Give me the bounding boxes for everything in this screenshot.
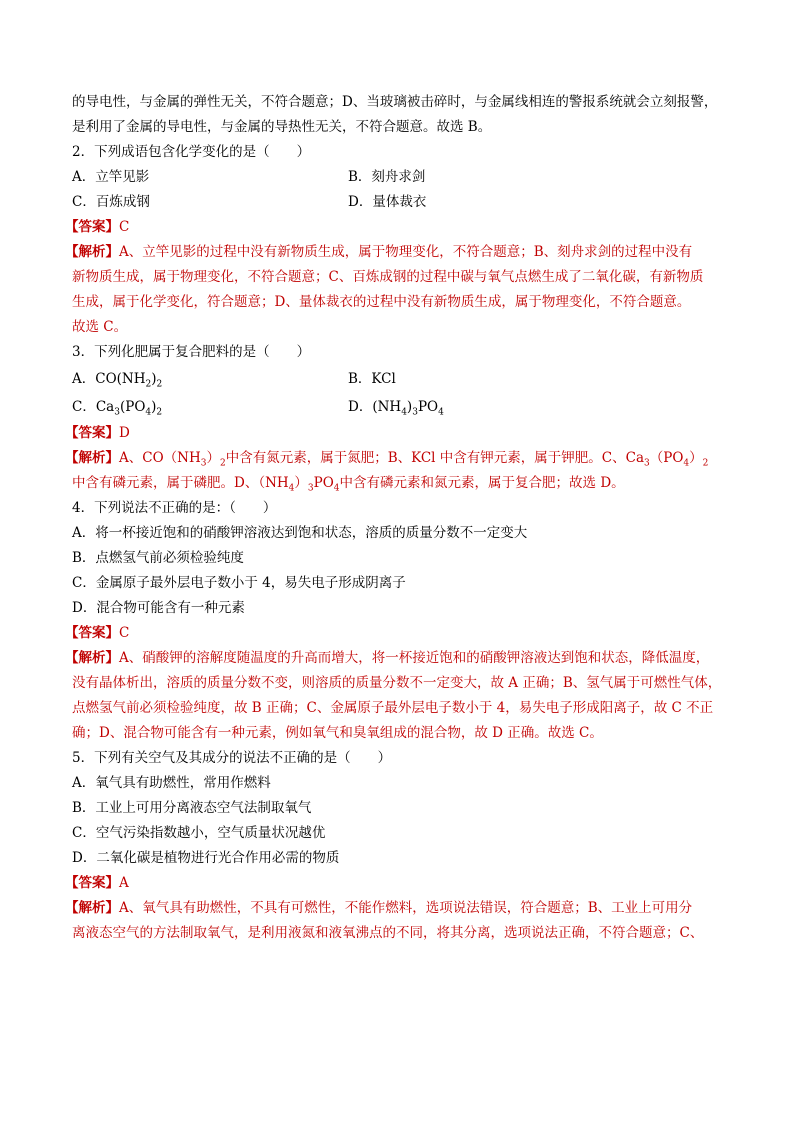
q3-option-d-prefix: D．: [348, 399, 373, 415]
q4-analysis-line-2: 没有晶体析出，溶质的质量分数不变，则溶质的质量分数不一定变大，故 A 正确；B、氢气属于可燃性气体，: [72, 675, 722, 691]
q3-option-c-formula-end: ): [151, 399, 157, 415]
q5-answer: [65, 871, 734, 896]
q2-answer-label: 【答案】: [65, 219, 119, 235]
q2-analysis-line-2: 新物质生成，属于物理变化，不符合题意；C、百炼成钢的过程中碳与氧气点燃生成了二氧化碳，有新物质: [72, 269, 704, 285]
q3-option-a-sub1: 2: [145, 379, 152, 390]
q3-analysis-2-t3: PO: [313, 475, 334, 491]
q4-answer-value: C: [119, 625, 130, 641]
q3-analysis-1-s1: 3: [200, 458, 207, 469]
q3-option-d-formula: (NH: [372, 399, 402, 415]
q4-analysis-line-4: 确；D、混合物可能含有一种元素，例如氧气和臭氧组成的混合物，故 D 正确。故选 C。: [72, 725, 603, 741]
intro-line-2: 是利用了金属的导电性，与金属的导热性无关，不符合题意。故选 B。: [72, 119, 492, 135]
q3-option-c-sub3: 2: [156, 407, 163, 418]
q5-analysis-line-1: [65, 896, 734, 921]
q2-option-d: D．量体裁衣: [348, 194, 427, 210]
q3-analysis-2-s3: 4: [333, 483, 340, 494]
q3-answer-label: 【答案】: [65, 425, 119, 441]
q2-option-b: B．刻舟求剑: [348, 169, 426, 185]
q5-analysis-label: 【解析】: [65, 900, 119, 916]
q4-analysis-line-1: [65, 646, 734, 671]
q4-analysis-text-1: A、硝酸钾的溶解度随温度的升高而增大，将一杯接近饱和的硝酸钾溶液达到饱和状态，降低温度，: [119, 650, 710, 666]
q3-analysis-1-t4: （PO: [649, 450, 684, 466]
q3-analysis-line-1: [65, 446, 734, 471]
q4-option-d: D．混合物可能含有一种元素: [72, 600, 245, 616]
q5-option-c: C．空气污染指数越小，空气质量状况越优: [72, 825, 326, 841]
q3-analysis-2-s1: 4: [288, 483, 295, 494]
q4-answer-label: 【答案】: [65, 625, 119, 641]
q3-analysis-1-s3: 3: [644, 458, 650, 469]
q4-analysis-label: 【解析】: [65, 650, 119, 666]
q3-option-d: [348, 393, 624, 421]
q3-answer: [65, 421, 734, 446]
q5-answer-label: 【答案】: [65, 875, 119, 891]
q2-answer: [65, 215, 734, 240]
q2-analysis-line-3: 生成，属于化学变化，符合题意；D、量体裁衣的过程中没有新物质生成，属于物理变化，不符合题意。: [72, 294, 691, 310]
q2-options-row-1: [72, 165, 734, 190]
q3-option-c-sub2: 4: [145, 407, 152, 418]
q3-option-a-sub2: 2: [156, 379, 163, 390]
q3-option-b: B．KCl: [348, 371, 396, 387]
q3-option-c: [72, 393, 348, 421]
q3-analysis-1-t1: A、CO（NH: [119, 450, 201, 466]
q3-analysis-line-2: [72, 471, 734, 496]
q4-option-c: C．金属原子最外层电子数小于 4，易失电子形成阴离子: [72, 575, 406, 591]
q3-option-a: [72, 365, 348, 393]
q3-option-a-prefix: A．: [72, 371, 96, 387]
q2-option-c: C．百炼成钢: [72, 194, 150, 210]
q4-answer: [65, 621, 734, 646]
q5-stem: 5．下列有关空气及其成分的说法不正确的是（ ）: [72, 750, 392, 766]
q5-analysis-line-2: 离液态空气的方法制取氧气，是利用液氮和液氧沸点的不同，将其分离，选项说法正确，不符合题意；C、: [72, 925, 704, 941]
q3-option-d-sub1: 4: [401, 407, 407, 418]
q3-analysis-1-s2: 2: [219, 458, 226, 469]
q2-analysis-line-4: 故选 C。: [72, 319, 128, 335]
q3-option-c-sub1: 3: [114, 407, 120, 418]
q3-option-d-sub3: 4: [438, 407, 444, 418]
q3-analysis-2-s2: 3: [307, 483, 314, 494]
q3-option-c-prefix: C．: [72, 399, 96, 415]
q3-options-row-1: [72, 365, 734, 393]
q3-analysis-1-t5: ）: [689, 450, 703, 466]
q3-stem: 3．下列化肥属于复合肥料的是（ ）: [72, 344, 311, 360]
q5-option-d: D．二氧化碳是植物进行光合作用必需的物质: [72, 850, 340, 866]
q3-option-d-formula-end: PO: [417, 399, 439, 415]
q2-option-a: A．立竿见影: [72, 169, 150, 185]
q3-analysis-1-t2: ）: [206, 450, 220, 466]
q2-analysis-line-1: [65, 240, 734, 265]
q3-option-a-formula: CO(NH: [95, 371, 146, 387]
q3-analysis-2-t2: ）: [294, 475, 308, 491]
q3-analysis-1-s5: 2: [702, 458, 709, 469]
q3-option-c-formula: Ca: [95, 399, 115, 415]
q5-option-b: B．工业上可用分离液态空气法制取氧气: [72, 800, 312, 816]
q2-answer-value: C: [119, 219, 130, 235]
q3-option-d-sub2: 3: [412, 407, 418, 418]
q5-answer-value: A: [119, 875, 129, 891]
q3-answer-value: D: [119, 425, 130, 441]
q3-analysis-1-s4: 4: [683, 458, 690, 469]
q3-options-row-2: [72, 393, 734, 421]
q3-option-d-formula-mid: ): [406, 399, 413, 415]
q3-analysis-label: 【解析】: [65, 450, 119, 466]
q3-analysis-2-t4: 中含有磷元素和氮元素，属于复合肥；故选 D。: [339, 475, 625, 491]
q3-option-c-formula-mid: (PO: [119, 399, 146, 415]
q3-analysis-2-t1: 中含有磷元素，属于磷肥。D、（NH: [72, 475, 289, 491]
document-content: [65, 90, 734, 946]
q4-analysis-line-3: 点燃氢气前必须检验纯度，故 B 正确；C、金属原子最外层电子数小于 4，易失电子形成阳离子，故 C 不正: [72, 700, 714, 716]
q3-analysis-1-t3: 中含有氮元素，属于氮肥；B、KCl 中含有钾元素，属于钾肥。C、Ca: [225, 450, 644, 466]
q2-analysis-label: 【解析】: [65, 244, 119, 260]
q4-stem: 4．下列说法不正确的是：（ ）: [72, 500, 277, 516]
intro-line-1: 的导电性，与金属的弹性无关，不符合题意；D、当玻璃被击碎时，与金属线相连的警报系统就会立刻报警，: [72, 94, 718, 110]
q2-options-row-2: [72, 190, 734, 215]
q2-analysis-text-1: A、立竿见影的过程中没有新物质生成，属于物理变化，不符合题意；B、刻舟求剑的过程中没有: [119, 244, 693, 260]
q3-option-a-formula-end: ): [151, 371, 157, 387]
q5-option-a: A．氧气具有助燃性，常用作燃料: [72, 775, 271, 791]
q2-stem: 2．下列成语包含化学变化的是（ ）: [72, 144, 311, 160]
q4-option-b: B．点燃氢气前必须检验纯度: [72, 550, 244, 566]
q5-analysis-text-1: A、氧气具有助燃性，不具有可燃性，不能作燃料，选项说法错误，符合题意；B、工业上可用分: [119, 900, 693, 916]
q4-option-a: A．将一杯接近饱和的硝酸钾溶液达到饱和状态，溶质的质量分数不一定变大: [72, 525, 528, 541]
